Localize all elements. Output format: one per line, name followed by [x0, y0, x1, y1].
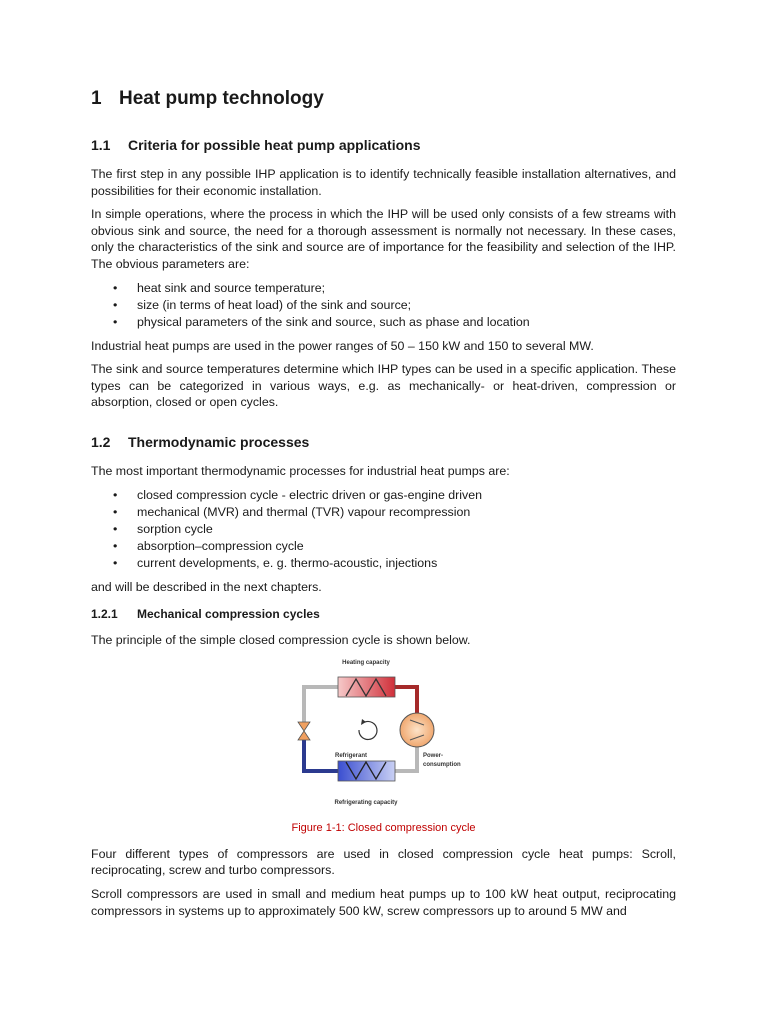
- subsection-title: Mechanical compression cycles: [137, 607, 320, 622]
- list-item: • current developments, e. g. thermo-acoustic, injections: [137, 555, 676, 572]
- figure-caption: Figure 1-1: Closed compression cycle: [291, 821, 476, 834]
- chapter-number: 1: [91, 88, 102, 109]
- paragraph: The first step in any possible IHP application is to identify technically feasible installation alternatives, and possibilities for their economic installation.: [91, 167, 676, 198]
- compression-cycle-figure: [91, 654, 676, 818]
- section-number: 1.1: [91, 137, 111, 153]
- list-item: • sorption cycle: [137, 521, 676, 538]
- list-item: • mechanical (MVR) and thermal (TVR) vapour recompression: [137, 504, 676, 521]
- section-1-2-heading: [91, 434, 676, 450]
- compression-cycle-diagram: [296, 654, 476, 818]
- chapter-heading: [91, 88, 676, 110]
- subsection-1-2-1-heading: [91, 607, 676, 621]
- section-title: Thermodynamic processes: [128, 433, 310, 450]
- list-item: • absorption–compression cycle: [137, 538, 676, 555]
- paragraph: In simple operations, where the process in which the IHP will be used only consists of a few streams with obvious sink and source, the need for a thorough assessment is normally not necessary. In these cases, only the characteristics of the sink and source are of importance for the feasibility and selection of the IHP. The obvious parameters are:: [91, 207, 676, 271]
- section-title: Criteria for possible heat pump applications: [128, 137, 421, 153]
- list-item: • closed compression cycle - electric driven or gas-engine driven: [137, 487, 676, 504]
- power-label-line1: Power-: [423, 752, 444, 759]
- paragraph: The most important thermodynamic processes for industrial heat pumps are:: [91, 463, 510, 478]
- compressor-icon: [400, 713, 434, 747]
- paragraph: The principle of the simple closed compression cycle is shown below.: [91, 633, 471, 648]
- list-item: • size (in terms of heat load) of the sink and source;: [137, 297, 676, 314]
- power-label-line2: consumption: [423, 761, 461, 768]
- paragraph: Scroll compressors are used in small and medium heat pumps up to 100 kW heat output, reciprocating compressors in systems up to approximately 500 kW, screw compressors up to around 5 MW and: [91, 886, 676, 918]
- page-content: [91, 88, 676, 926]
- paragraph: Industrial heat pumps are used in the power ranges of 50 – 150 kW and 150 to several MW.: [91, 338, 594, 353]
- pipe-bottom-left: [304, 740, 338, 771]
- parameter-list: [91, 280, 676, 331]
- list-item: • heat sink and source temperature;: [137, 280, 676, 297]
- paragraph: The sink and source temperatures determine which IHP types can be used in a specific application. These types can be categorized in various ways, e.g. as mechanically- or heat-driven, compression or absorption, closed or open cycles.: [91, 362, 676, 410]
- heating-capacity-label: Heating capacity: [342, 659, 390, 666]
- section-1-1-heading: [91, 137, 676, 153]
- section-number: 1.2: [91, 433, 111, 450]
- pipe-top-left: [304, 687, 338, 722]
- process-list: [91, 487, 676, 572]
- refrigerating-capacity-label: Refrigerating capacity: [334, 799, 398, 806]
- refrigerant-label: Refrigerant: [334, 752, 368, 759]
- subsection-number: 1.2.1: [91, 607, 118, 622]
- chapter-title: Heat pump technology: [119, 88, 324, 109]
- list-item: • physical parameters of the sink and source, such as phase and location: [137, 314, 676, 331]
- cycle-arrowhead-icon: [361, 719, 366, 725]
- paragraph: and will be described in the next chapters.: [91, 579, 322, 594]
- paragraph: Four different types of compressors are used in closed compression cycle heat pumps: Scroll, reciprocating, screw and turbo compressors.: [91, 846, 676, 878]
- expansion-valve-icon: [298, 722, 310, 740]
